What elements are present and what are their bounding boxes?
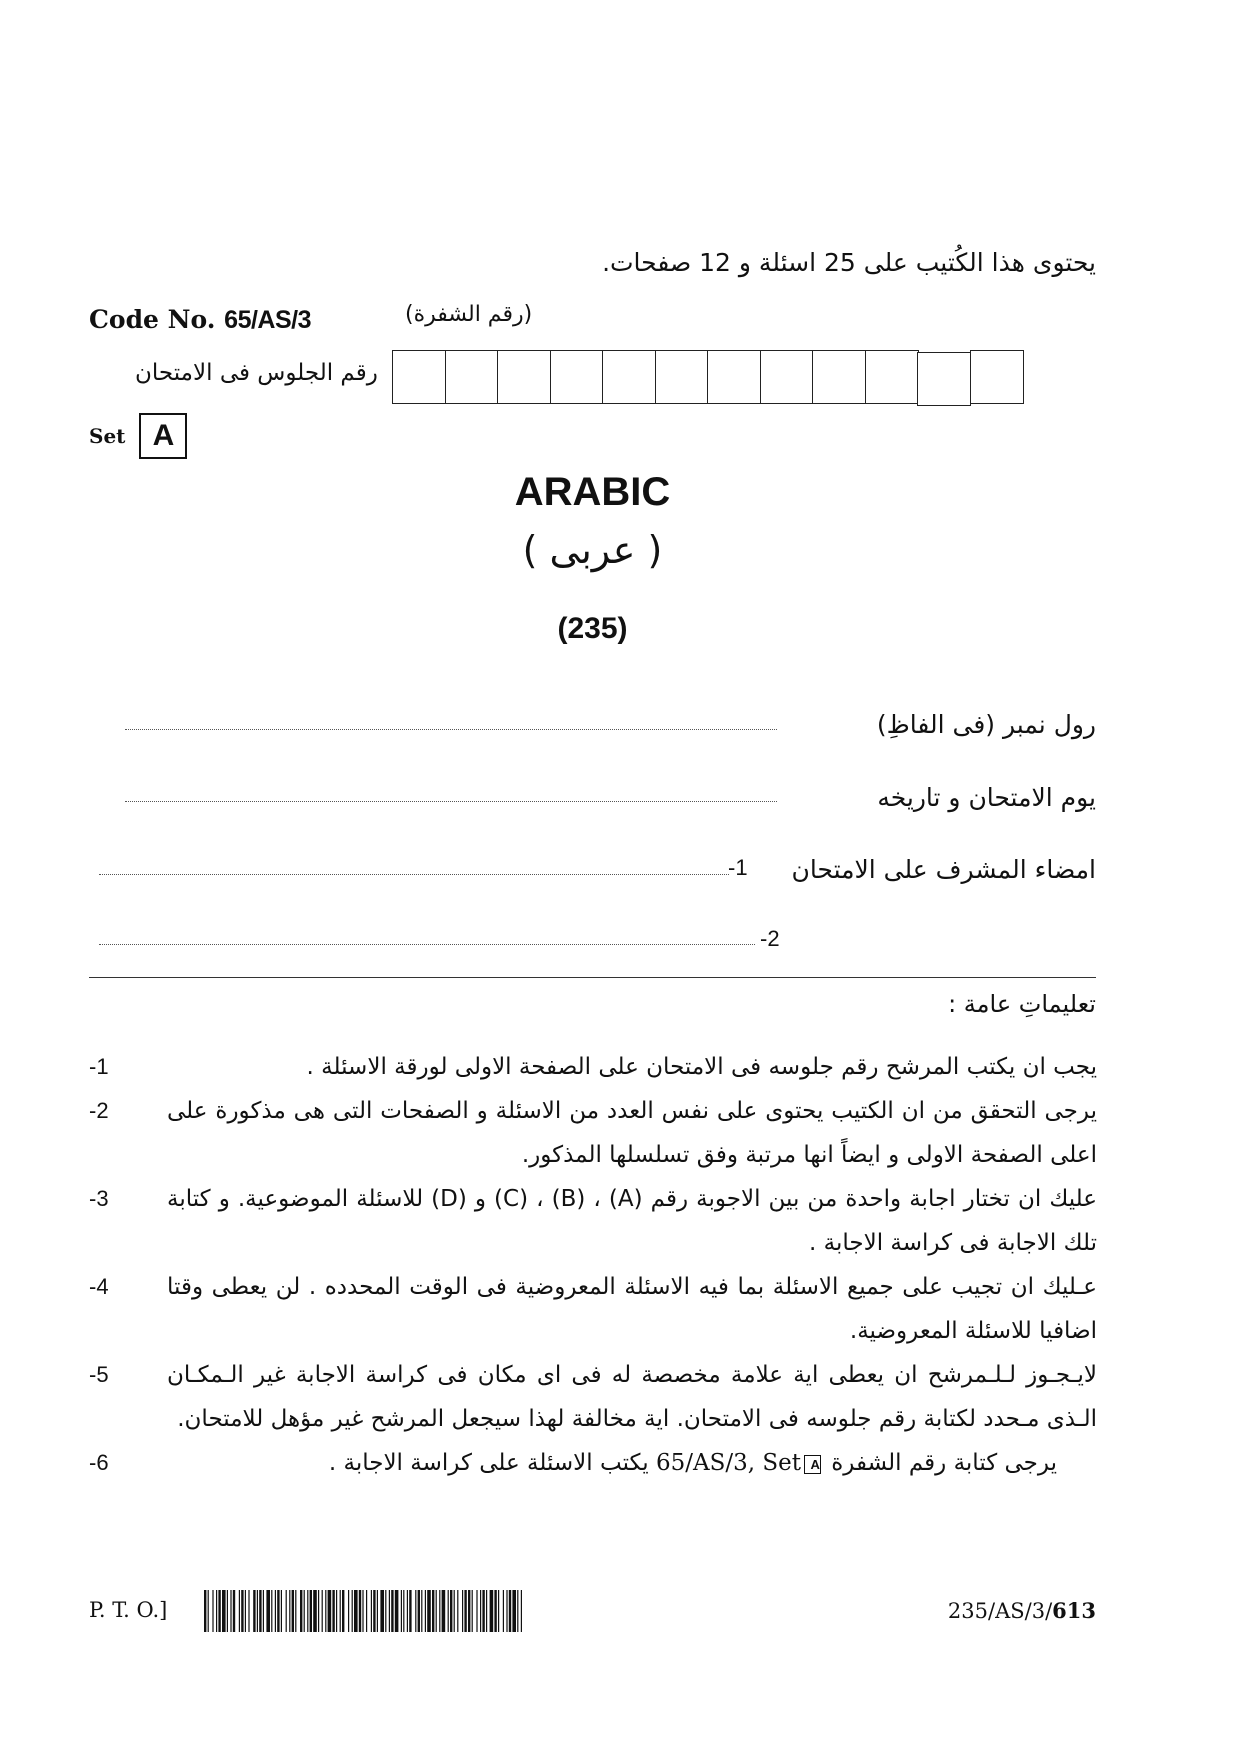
section-divider: [89, 977, 1096, 978]
invigilator-sign-number-1: -1: [728, 855, 748, 880]
barcode-bar: [373, 1590, 375, 1632]
barcode-bar: [266, 1590, 270, 1632]
cipher-label: (رقم الشفرة): [405, 302, 533, 327]
barcode-bar: [286, 1590, 287, 1632]
booklet-note: يحتوى هذا الكُتيب على 25 اسئلة و 12 صفحات.: [602, 248, 1096, 277]
roll-number-box[interactable]: [497, 350, 551, 404]
barcode-bar: [248, 1590, 249, 1632]
roll-number-box[interactable]: [707, 350, 761, 404]
barcode-bar: [464, 1590, 466, 1632]
barcode-bar: [401, 1590, 402, 1632]
paper-code-prefix: 235/AS/3/: [947, 1599, 1053, 1623]
roll-number-box[interactable]: [602, 350, 656, 404]
instruction-item: [89, 1045, 1097, 1089]
barcode-bar: [257, 1590, 258, 1632]
barcode-bar: [468, 1590, 470, 1632]
barcode-bar: [454, 1590, 455, 1632]
barcode-bar: [490, 1590, 494, 1632]
barcode-bar: [277, 1590, 279, 1632]
instructions-title: تعليماتِ عامة :: [948, 990, 1096, 1018]
barcode-bar: [348, 1590, 349, 1632]
invigilator-sign-number-2: -2: [760, 926, 780, 951]
barcode-bar: [498, 1590, 499, 1632]
barcode-bar: [352, 1590, 353, 1632]
barcode-bar: [328, 1590, 332, 1632]
barcode-bar: [233, 1590, 235, 1632]
barcode-bar: [230, 1590, 231, 1632]
barcode-bar: [486, 1590, 487, 1632]
barcode-bar: [442, 1590, 446, 1632]
instruction-item: [89, 1265, 1097, 1353]
exam-date-label: يوم الامتحان و تاريخه: [877, 783, 1096, 812]
barcode-bar: [218, 1590, 220, 1632]
instruction-number: -4: [89, 1274, 109, 1299]
roll-number-box[interactable]: [655, 350, 709, 404]
paper-code-number: 613: [1052, 1598, 1096, 1623]
invigilator-sign-line-1[interactable]: [99, 874, 729, 875]
roll-number-box[interactable]: [917, 352, 971, 406]
code-number: [89, 305, 311, 335]
roll-number-box[interactable]: [445, 350, 499, 404]
barcode-bar: [295, 1590, 296, 1632]
barcode-bar: [342, 1590, 344, 1632]
barcode-bar: [476, 1590, 477, 1632]
barcode-bar: [204, 1590, 206, 1632]
set-mini-box: A: [804, 1455, 821, 1474]
barcode-bar: [480, 1590, 481, 1632]
instruction-number: -3: [89, 1186, 109, 1211]
instruction-text: لايـجـوز لـلـمرشح ان يعطى اية علامة مخصصة له فى اى مكان فى كراسة الاجابة غير الـمكـان الـذى مـحدد لكتابة رقم جلوسه فى الامتحان. اية مخالفة لهذا سيجعل المرشح غير مؤهل للامتحان.: [167, 1362, 1097, 1432]
pto-label: P. T. O.]: [89, 1598, 168, 1622]
barcode-bar: [512, 1590, 516, 1632]
barcode-bar: [418, 1590, 420, 1632]
barcode-bar: [503, 1590, 504, 1632]
instruction-number: -1: [89, 1054, 109, 1079]
barcode-bar: [239, 1590, 240, 1632]
instruction-text: عليك ان تختار اجابة واحدة من بين الاجوبة رقم (A) ، (B) ، (C) و (D) للاسئلة الموضوعية. و كتابة تلك الاجابة فى كراسة الاجابة .: [167, 1186, 1097, 1256]
instruction-item: [89, 1353, 1097, 1441]
barcode-bar: [462, 1590, 463, 1632]
instruction-item: [89, 1177, 1097, 1265]
subject-title: ARABIC: [514, 470, 671, 514]
barcode-bar: [409, 1590, 411, 1632]
barcode-bar: [292, 1590, 294, 1632]
barcode-bar: [391, 1590, 393, 1632]
code-label: Code No.: [89, 305, 216, 334]
instruction-item: [89, 1089, 1097, 1177]
instruction-code-value: 65/AS/3, Set: [655, 1450, 801, 1476]
barcode-bar: [216, 1590, 217, 1632]
barcode-bar: [340, 1590, 341, 1632]
barcode-bar: [222, 1590, 226, 1632]
instruction-number: -2: [89, 1098, 109, 1123]
subject-code: (235): [557, 612, 628, 645]
barcode-bar: [253, 1590, 255, 1632]
instruction-text: يرجى التحقق من ان الكتيب يحتوى على نفس العدد من الاسئلة و الصفحات التى هى مذكورة على اعلى الصفحة الاولى و ايضاً انها مرتبة وفق تسلسلها المذكور.: [167, 1098, 1097, 1168]
set-label: Set: [89, 424, 126, 448]
barcode-bar: [354, 1590, 358, 1632]
barcode-bar: [506, 1590, 507, 1632]
instruction-number: -6: [89, 1450, 109, 1475]
barcode-bar: [448, 1590, 449, 1632]
set-indicator: [89, 413, 187, 459]
roll-number-box[interactable]: [760, 350, 814, 404]
barcode-bar: [436, 1590, 437, 1632]
barcode-bar: [362, 1590, 363, 1632]
roll-number-label: رقم الجلوس فى الامتحان: [135, 360, 378, 386]
barcode-bar: [307, 1590, 308, 1632]
barcode-bar: [425, 1590, 426, 1632]
roll-number-box[interactable]: [392, 350, 446, 404]
barcode-bar: [263, 1590, 264, 1632]
barcode-bar: [439, 1590, 440, 1632]
barcode-bar: [227, 1590, 228, 1632]
barcode-bar: [208, 1590, 209, 1632]
barcode-bar: [359, 1590, 361, 1632]
barcode-bar: [380, 1590, 384, 1632]
instruction-text: يجب ان يكتب المرشح رقم جلوسه فى الامتحان على الصفحة الاولى لورقة الاسئلة .: [306, 1054, 1097, 1080]
barcode-bar: [275, 1590, 276, 1632]
instruction-text: عـليك ان تجيب على جميع الاسئلة بما فيه الاسئلة المعروضية فى الوقت المحدده . لن يعطى وقتا اضافيا للاسئلة المعروضية.: [167, 1274, 1097, 1344]
barcode-bar: [521, 1590, 522, 1632]
instruction-text-before: يرجى كتابة رقم الشفرة: [831, 1450, 1057, 1476]
barcode-bar: [395, 1590, 399, 1632]
barcode-bar: [332, 1590, 334, 1632]
barcode-image: [204, 1590, 524, 1632]
invigilator-sign-label: امضاء المشرف على الامتحان: [791, 855, 1096, 884]
set-box: A: [139, 413, 187, 459]
barcode-bar: [245, 1590, 246, 1632]
barcode-bar: [241, 1590, 243, 1632]
barcode-bar: [366, 1590, 367, 1632]
barcode-bar: [385, 1590, 386, 1632]
barcode-bar: [271, 1590, 272, 1632]
roll-number-box[interactable]: [550, 350, 604, 404]
barcode-bar: [300, 1590, 302, 1632]
exam-date-line[interactable]: [125, 801, 777, 802]
barcode-bar: [310, 1590, 312, 1632]
barcode-bar: [322, 1590, 323, 1632]
barcode-bar: [377, 1590, 378, 1632]
barcode-bar: [389, 1590, 390, 1632]
roll-words-label: رول نمبر (فى الفاظِ): [876, 710, 1096, 739]
barcode-bar: [318, 1590, 319, 1632]
roll-number-box[interactable]: [865, 350, 919, 404]
barcode-bar: [336, 1590, 337, 1632]
barcode-bar: [517, 1590, 518, 1632]
barcode-bar: [415, 1590, 416, 1632]
roll-number-box[interactable]: [970, 350, 1024, 404]
instruction-text: [167, 1441, 1097, 1485]
barcode-bar: [313, 1590, 317, 1632]
barcode-bar: [403, 1590, 404, 1632]
barcode-bar: [482, 1590, 484, 1632]
barcode-bar: [432, 1590, 434, 1632]
barcode-bar: [494, 1590, 496, 1632]
instruction-code: [656, 1450, 824, 1476]
instruction-number: -5: [89, 1362, 109, 1387]
barcode-bar: [457, 1590, 458, 1632]
barcode-bar: [421, 1590, 422, 1632]
barcode-bar: [509, 1590, 511, 1632]
roll-number-boxes[interactable]: [392, 350, 1024, 404]
paper-code: [948, 1598, 1096, 1623]
instruction-item: [89, 1441, 1097, 1485]
code-value: 65/AS/3: [224, 306, 312, 334]
barcode-bar: [281, 1590, 282, 1632]
barcode-bar: [407, 1590, 408, 1632]
barcode-bar: [427, 1590, 431, 1632]
instruction-text-after: يكتب الاسئلة على كراسة الاجابة .: [328, 1450, 649, 1476]
barcode-bar: [450, 1590, 452, 1632]
barcode-bar: [472, 1590, 473, 1632]
roll-words-line[interactable]: [125, 729, 777, 730]
instructions-list: [89, 1045, 1097, 1485]
invigilator-sign-line-2[interactable]: [99, 944, 755, 945]
barcode-bar: [371, 1590, 372, 1632]
barcode-bar: [259, 1590, 261, 1632]
barcode-bar: [325, 1590, 326, 1632]
barcode-bar: [304, 1590, 305, 1632]
subject-title-arabic: ( عربى ): [522, 528, 663, 572]
roll-number-box[interactable]: [812, 350, 866, 404]
barcode-bar: [289, 1590, 290, 1632]
barcode-bar: [212, 1590, 213, 1632]
